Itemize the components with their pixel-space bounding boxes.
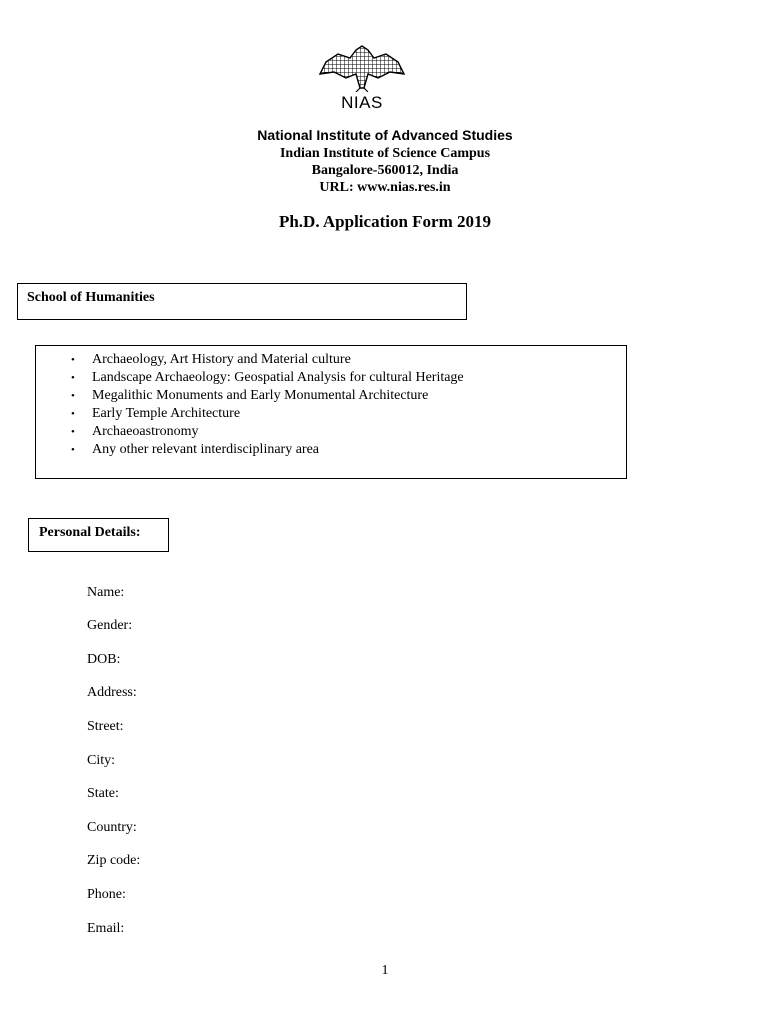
list-item	[36, 351, 464, 369]
country-field-label: Country:	[87, 820, 137, 835]
dob-field-label: DOB:	[87, 652, 121, 667]
bullet-icon: •	[71, 426, 75, 438]
campus-line: Indian Institute of Science Campus	[279, 146, 491, 161]
topic-text: Any other relevant interdisciplinary area	[92, 442, 320, 457]
topic-text: Megalithic Monuments and Early Monumental Architecture	[92, 388, 429, 403]
bullet-icon: •	[71, 372, 75, 384]
topic-text: Landscape Archaeology: Geospatial Analysis for cultural Heritage	[92, 370, 464, 385]
bullet-icon: •	[71, 444, 75, 456]
school-label: School of Humanities	[27, 290, 155, 305]
bullet-icon: •	[71, 408, 75, 420]
personal-details-box	[28, 518, 169, 552]
page-number: 1	[381, 963, 389, 978]
topics-list	[36, 351, 464, 459]
topics-box	[35, 345, 627, 479]
list-item	[36, 423, 464, 441]
form-title: Ph.D. Application Form 2019	[278, 212, 492, 231]
nias-logo	[316, 44, 408, 116]
institute-name: National Institute of Advanced Studies	[257, 127, 513, 143]
state-field-label: State:	[87, 786, 119, 801]
city-field-label: City:	[87, 753, 116, 768]
name-field-label: Name:	[87, 585, 125, 600]
topic-text: Early Temple Architecture	[92, 406, 241, 421]
zip-code-field-label: Zip code:	[87, 853, 141, 868]
gender-field-label: Gender:	[87, 618, 133, 633]
street-field-label: Street:	[87, 719, 124, 734]
topic-text: Archaeoastronomy	[92, 424, 199, 439]
email-field-label: Email:	[87, 921, 125, 936]
phone-field-label: Phone:	[87, 887, 126, 902]
city-line: Bangalore-560012, India	[311, 163, 459, 178]
personal-details-label: Personal Details:	[39, 525, 141, 540]
bullet-icon: •	[71, 354, 75, 366]
list-item	[36, 387, 464, 405]
address-field-label: Address:	[87, 685, 137, 700]
list-item	[36, 441, 464, 459]
topic-text: Archaeology, Art History and Material culture	[92, 352, 351, 367]
logo-text: NIAS	[341, 93, 383, 112]
school-box	[17, 283, 467, 320]
nias-eagle-logo-icon	[316, 44, 408, 92]
bullet-icon: •	[71, 390, 75, 402]
url-line: URL: www.nias.res.in	[319, 180, 451, 195]
list-item	[36, 405, 464, 423]
list-item	[36, 369, 464, 387]
